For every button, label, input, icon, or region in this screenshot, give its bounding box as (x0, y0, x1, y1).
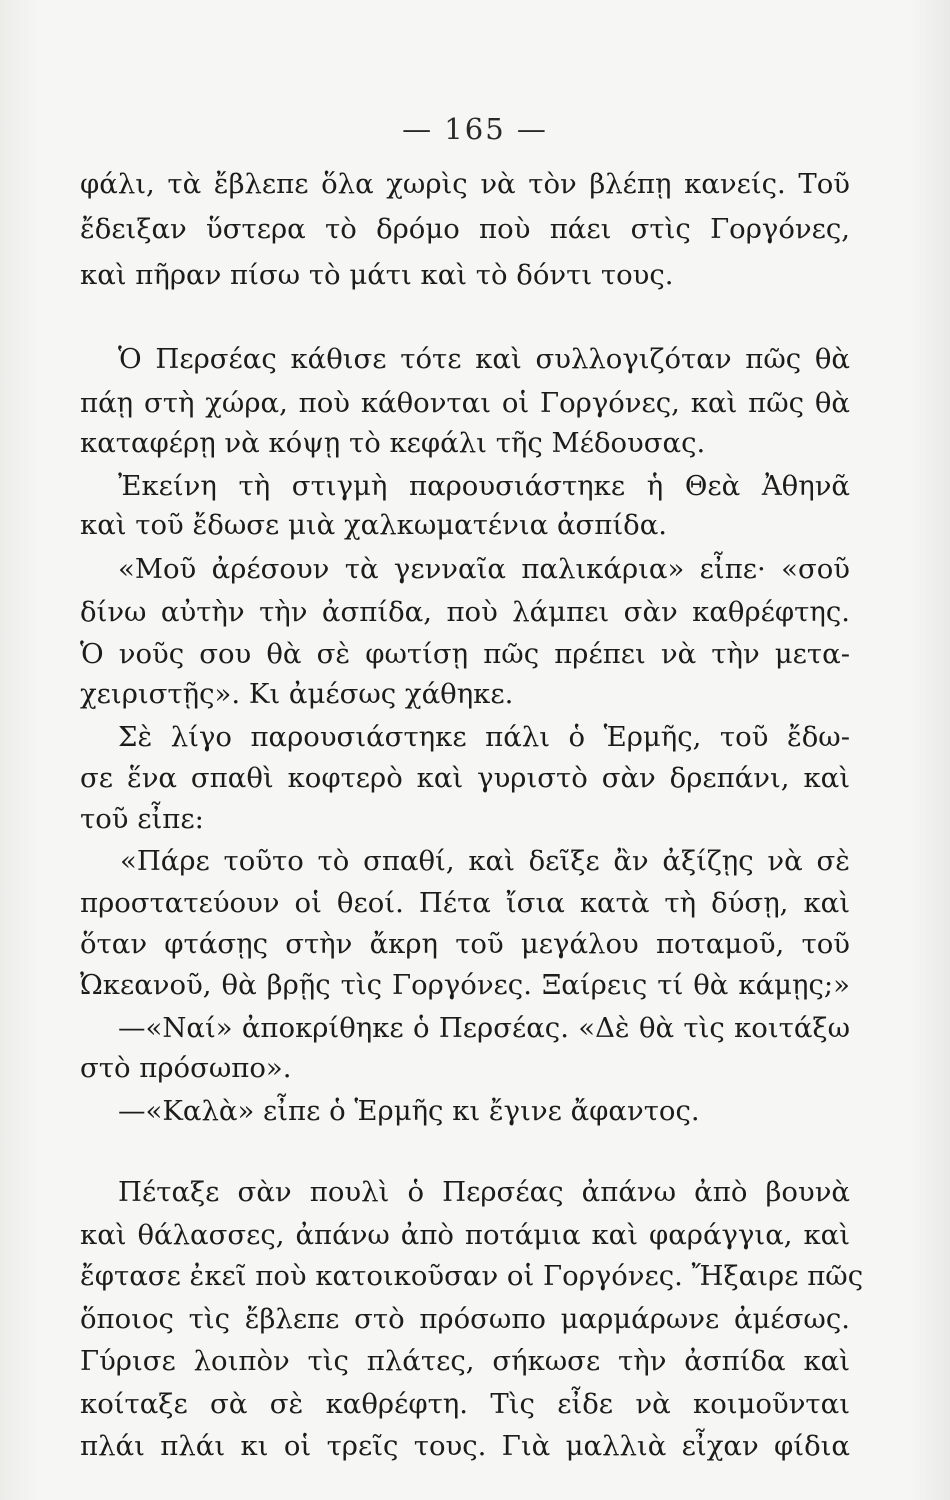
text-line: Ὁ Περσέας κάθισε τότε καὶ συλλογιζόταν πῶς θὰ (118, 343, 850, 375)
text-line: πλάι πλάι κι οἱ τρεῖς τους. Γιὰ μαλλιὰ εἶχαν φίδια (80, 1430, 850, 1462)
text-line: —«Καλὰ» εἶπε ὁ Ἑρμῆς κι ἔγινε ἄφαντος. (118, 1095, 700, 1127)
text-line: χειριστῇς». Κι ἀμέσως χάθηκε. (80, 678, 514, 710)
text-line: στὸ πρόσωπο». (80, 1052, 292, 1084)
text-line: καὶ θάλασσες, ἀπάνω ἀπὸ ποτάμια καὶ φαράγγια, καὶ (80, 1219, 850, 1251)
text-line: καὶ πῆραν πίσω τὸ μάτι καὶ τὸ δόντι τους. (80, 259, 674, 291)
text-line: Πέταξε σὰν πουλὶ ὁ Περσέας ἀπάνω ἀπὸ βουνὰ (118, 1176, 850, 1208)
text-line: ὅποιος τὶς ἔβλεπε στὸ πρόσωπο μαρμάρωνε ἀμέσως. (80, 1303, 850, 1335)
text-line: ἔδειξαν ὕστερα τὸ δρόμο ποὺ πάει στὶς Γοργόνες, (80, 213, 850, 245)
text-line: Γύρισε λοιπὸν τὶς πλάτες, σήκωσε τὴν ἀσπίδα καὶ (80, 1345, 850, 1377)
text-line: καταφέρῃ νὰ κόψῃ τὸ κεφάλι τῆς Μέδουσας. (80, 427, 706, 459)
text-line: πάῃ στὴ χώρα, ποὺ κάθονται οἱ Γοργόνες, καὶ πῶς θὰ (80, 387, 850, 419)
text-line: ὅταν φτάσῃς στὴν ἄκρη τοῦ μεγάλου ποταμοῦ, τοῦ (80, 928, 850, 960)
text-line: φάλι, τὰ ἔβλεπε ὅλα χωρὶς νὰ τὸν βλέπῃ κανείς. Τοῦ (80, 168, 850, 200)
text-line: ἔφτασε ἐκεῖ ποὺ κατοικοῦσαν οἱ Γοργόνες. Ἤξαιρε πῶς (80, 1260, 864, 1292)
text-line: Σὲ λίγο παρουσιάστηκε πάλι ὁ Ἑρμῆς, τοῦ ἔδω- (118, 721, 850, 753)
text-line: κοίταξε σὰ σὲ καθρέφτη. Τὶς εἶδε νὰ κοιμοῦνται (80, 1388, 850, 1420)
text-line: —«Ναί» ἀποκρίθηκε ὁ Περσέας. «Δὲ θὰ τὶς κοιτάξω (118, 1012, 850, 1044)
text-line: δίνω αὐτὴν τὴν ἀσπίδα, ποὺ λάμπει σὰν καθρέφτης. (80, 596, 850, 628)
text-line: Ἐκείνη τὴ στιγμὴ παρουσιάστηκε ἡ Θεὰ Ἀθηνᾶ (118, 470, 850, 502)
text-line: τοῦ εἶπε: (80, 803, 204, 835)
text-line: προστατεύουν οἱ θεοί. Πέτα ἴσια κατὰ τὴ δύσῃ, καὶ (80, 887, 850, 919)
text-line: «Μοῦ ἀρέσουν τὰ γενναῖα παλικάρια» εἶπε· «σοῦ (118, 553, 850, 585)
text-line: Ὠκεανοῦ, θὰ βρῇς τὶς Γοργόνες. Ξαίρεις τί θὰ κάμῃς;» (80, 969, 850, 1001)
text-line: «Πάρε τοῦτο τὸ σπαθί, καὶ δεῖξε ἂν ἀξίζῃς νὰ σὲ (120, 845, 850, 877)
text-line: σε ἕνα σπαθὶ κοφτερὸ καὶ γυριστὸ σὰν δρεπάνι, καὶ (80, 762, 850, 794)
text-line: Ὁ νοῦς σου θὰ σὲ φωτίσῃ πῶς πρέπει νὰ τὴν μετα- (80, 638, 850, 670)
text-line: καὶ τοῦ ἔδωσε μιὰ χαλκωματένια ἀσπίδα. (80, 509, 668, 541)
page-number: — 165 — (402, 112, 548, 146)
